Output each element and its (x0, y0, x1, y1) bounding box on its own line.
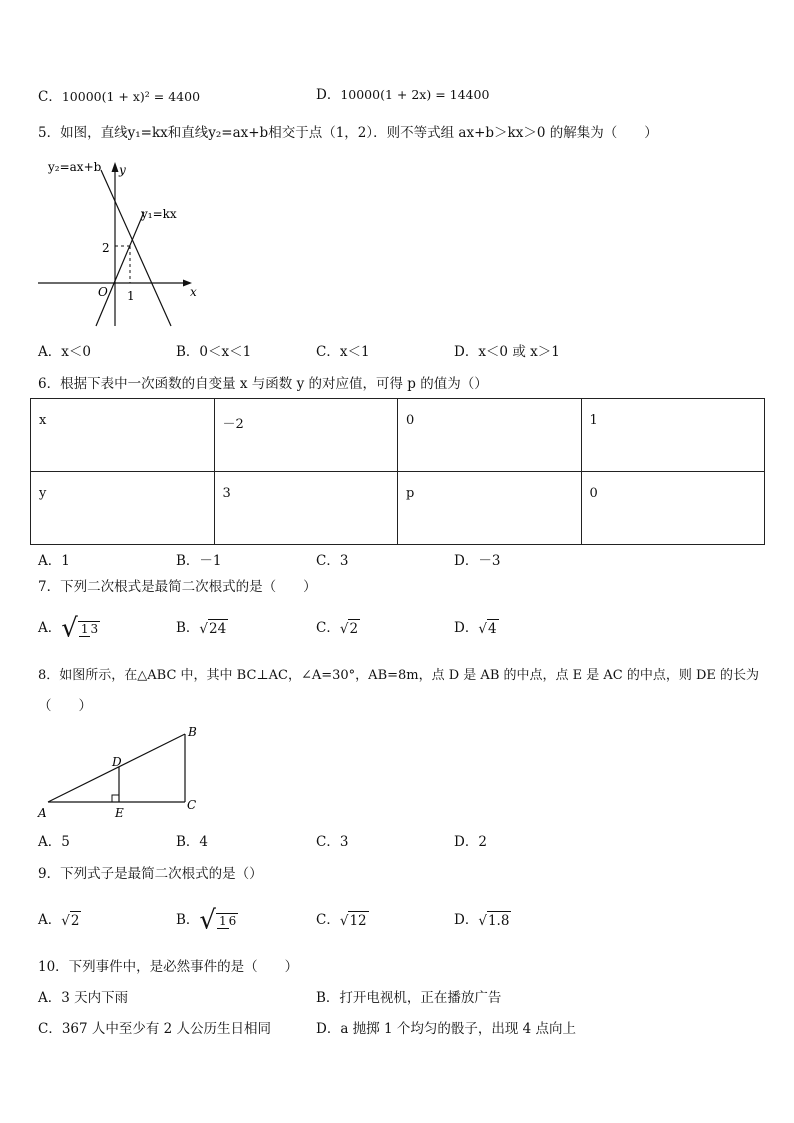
q8-stem-line2: （ ） (38, 698, 92, 714)
q7-option-c (316, 619, 360, 638)
q9-radical-b: √ 1 6 (199, 905, 237, 936)
q6-stem: 6．根据下表中一次函数的自变量 x 与函数 y 的对应值，可得 p 的值为（） (38, 376, 488, 392)
q5-y-arrow (112, 162, 119, 172)
q5-line-y2 (101, 170, 171, 326)
q8-label-b: B (188, 725, 197, 739)
q7-option-d (454, 619, 499, 638)
q7-option-b (176, 619, 228, 638)
q7-radical-c: √2 (339, 621, 359, 637)
q5-label-2: 2 (102, 241, 110, 255)
q10-option-c: C．367 人中至少有 2 人公历生日相同 (38, 1021, 272, 1037)
q4-option-d (316, 86, 489, 104)
q9-frac-den: 6 (228, 914, 237, 929)
q6-option-b: B．－1 (176, 553, 222, 569)
q10-option-a: A．3 天内下雨 (38, 990, 129, 1006)
q9-radical-d: √1.8 (478, 913, 510, 929)
q5-label-y2: y₂=ax+b (48, 160, 102, 174)
q9-radical-a: √2 (61, 913, 80, 929)
q5-stem: 5．如图，直线y₁=kx和直线y₂=ax+b相交于点（1，2）．则不等式组 ax+b＞kx＞0 的解集为（ ） (38, 125, 658, 141)
q5-label-y1: y₁=kx (141, 207, 177, 221)
q6-cell: 0 (398, 399, 582, 472)
q9-stem: 9．下列式子是最简二次根式的是（） (38, 866, 263, 882)
q7-option-c-label: C． (316, 620, 340, 636)
q5-label-1: 1 (127, 289, 135, 303)
q6-cell: 1 (581, 399, 765, 472)
q7-rad-c-value: 2 (349, 621, 359, 637)
q7-option-b-label: B． (176, 620, 200, 636)
q4-option-c (38, 88, 200, 106)
q5-option-b: B．0＜x＜1 (176, 344, 252, 360)
q4-option-c-expr: 10000(1 + x)² = 4400 (61, 89, 201, 104)
q4-option-c-label: C． (38, 89, 62, 105)
q6-cell: y (31, 472, 215, 545)
q5-label-x: x (190, 285, 197, 299)
q9-option-d-label: D． (454, 912, 479, 928)
q10-stem: 10．下列事件中，是必然事件的是（ ） (38, 959, 299, 975)
q9-rad-c-value: 12 (349, 913, 367, 929)
q7-option-a-label: A． (38, 620, 62, 636)
q8-label-a: A (38, 806, 47, 820)
q9-option-c (316, 911, 369, 930)
q8-option-d: D．2 (454, 834, 487, 850)
q8-option-c: C．3 (316, 834, 349, 850)
q6-option-a: A．1 (38, 553, 70, 569)
q5-graph (36, 154, 206, 330)
q7-option-d-label: D． (454, 620, 479, 636)
q9-option-c-label: C． (316, 912, 340, 928)
q10-option-d: D．a 抛掷 1 个均匀的骰子，出现 4 点向上 (316, 1021, 577, 1037)
q6-table (30, 398, 765, 545)
q6-cell: －2 (214, 399, 398, 472)
q7-frac-den: 3 (90, 622, 99, 637)
q5-label-y: y (119, 163, 126, 177)
q7-rad-b-value: 24 (209, 621, 227, 637)
q8-label-c: C (187, 798, 197, 812)
q6-option-d: D．－3 (454, 553, 501, 569)
q7-radical-d: √4 (478, 621, 497, 637)
q8-option-a: A．5 (38, 834, 70, 850)
q6-option-c: C．3 (316, 553, 349, 569)
q8-stem-line1: 8．如图所示，在△ABC 中，其中 BC⊥AC，∠A=30°，AB=8m，点 D 是 AB 的中点，点 E 是 AC 的中点，则 DE 的长为 (38, 668, 760, 683)
q7-rad-d-value: 4 (487, 621, 497, 637)
q9-rad-d-value: 1.8 (487, 913, 510, 929)
q9-frac-num: 1 (219, 914, 227, 929)
q4-option-d-label: D． (316, 87, 341, 103)
q6-cell: 3 (214, 472, 398, 545)
q9-option-d (454, 911, 511, 930)
q8-right-angle-mark (112, 795, 119, 802)
q5-option-a: A．x＜0 (38, 344, 91, 360)
q10-option-b: B．打开电视机，正在播放广告 (316, 990, 502, 1006)
q9-rad-a-value: 2 (70, 913, 80, 929)
q8-label-e: E (115, 806, 124, 820)
q7-radical-b: √24 (199, 621, 227, 637)
q6-cell: x (31, 399, 215, 472)
q6-cell: 0 (581, 472, 765, 545)
q6-table-row (31, 472, 765, 545)
q8-triangle (32, 722, 212, 822)
q5-line-y1 (96, 212, 144, 326)
q9-option-b (176, 902, 238, 939)
q7-option-a (38, 610, 100, 647)
q5-label-o: O (98, 285, 108, 299)
q7-stem: 7．下列二次根式是最简二次根式的是（ ） (38, 579, 317, 595)
q6-cell: p (398, 472, 582, 545)
q8-label-d: D (112, 755, 122, 769)
q9-radical-c: √12 (339, 913, 367, 929)
q9-option-b-label: B． (176, 912, 200, 928)
q5-option-d: D．x＜0 或 x＞1 (454, 344, 560, 360)
q7-radical-a: √ 1 3 (61, 613, 99, 644)
q5-option-c: C．x＜1 (316, 344, 370, 360)
q4-option-d-expr: 10000(1 + 2x) = 14400 (340, 87, 490, 102)
q7-frac-num: 1 (80, 622, 89, 637)
q9-option-a-label: A． (38, 912, 62, 928)
q6-table-row (31, 399, 765, 472)
q8-option-b: B．4 (176, 834, 209, 850)
q9-option-a (38, 911, 81, 930)
